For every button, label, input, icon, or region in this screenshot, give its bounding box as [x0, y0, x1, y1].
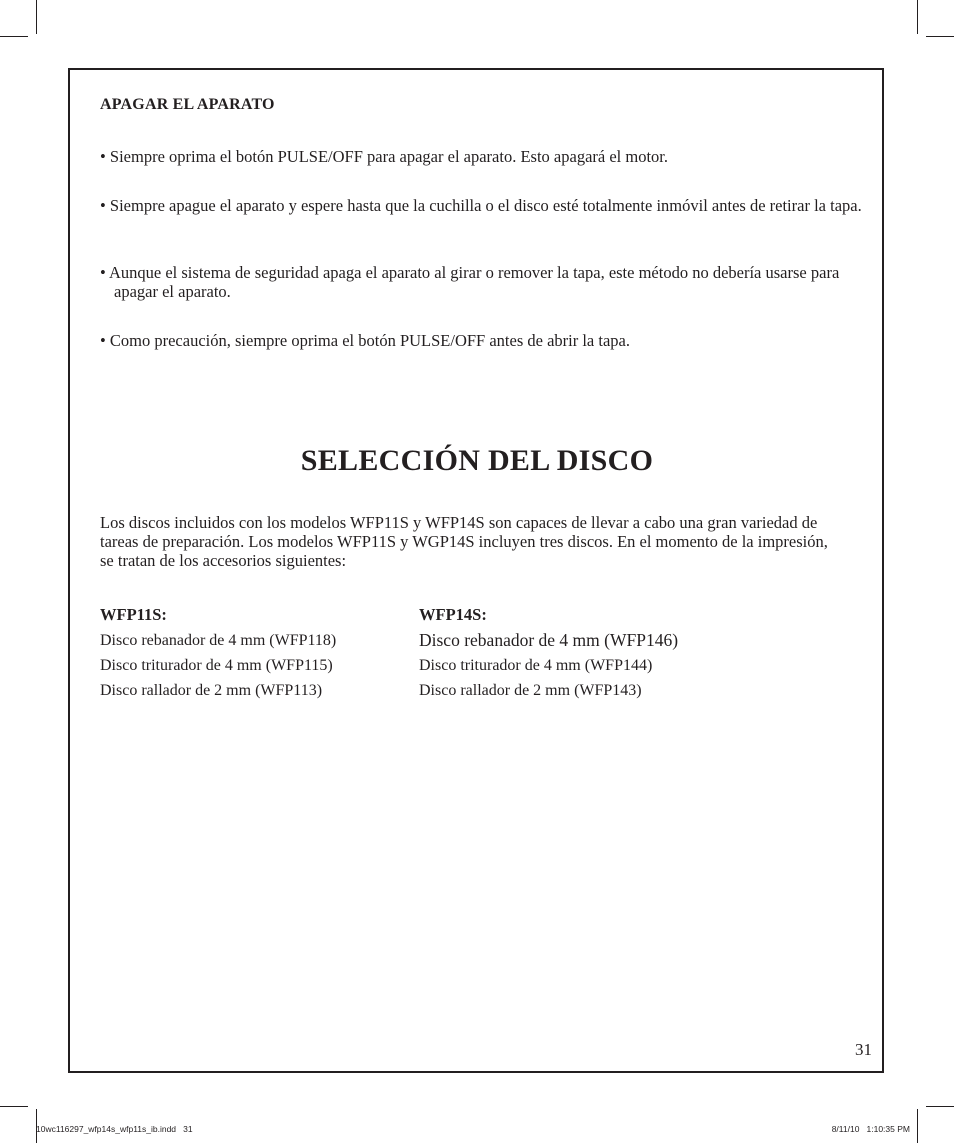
disc-item: Disco rallador de 2 mm (WFP143) [419, 682, 642, 699]
intro-paragraph: Los discos incluidos con los modelos WFP11S y WFP14S son capaces de llevar a cabo una gran variedad de tareas de preparación. Los modelos WFP11S y WGP14S incluyen tres discos. En el momento de la impresión, se tratan de los accesorios siguientes: [100, 513, 828, 570]
bullet-item: • Aunque el sistema de seguridad apaga el aparato al girar o remover la tapa, este método no debería usarse para apagar el aparato. [100, 263, 840, 301]
disc-item: Disco triturador de 4 mm (WFP115) [100, 657, 333, 674]
model-title: WFP11S: [100, 605, 167, 624]
page-title: SELECCIÓN DEL DISCO [300, 444, 654, 477]
crop-mark [0, 1106, 28, 1107]
crop-mark [0, 36, 28, 37]
crop-mark [36, 0, 37, 34]
bullet-item: • Siempre oprima el botón PULSE/OFF para apagar el aparato. Esto apagará el motor. [100, 147, 668, 166]
model-column-wfp14s [419, 604, 719, 703]
slug-file: 10wc116297_wfp14s_wfp11s_ib.indd 31 [36, 1124, 193, 1134]
slug-timestamp: 8/11/10 1:10:35 PM [831, 1124, 910, 1134]
disc-item: Disco rebanador de 4 mm (WFP146) [419, 630, 679, 650]
model-title: WFP14S: [419, 605, 487, 624]
bullet-item: • Siempre apague el aparato y espere hasta que la cuchilla o el disco esté totalmente inmóvil antes de retirar la tapa. [100, 196, 862, 215]
bullet-item: • Como precaución, siempre oprima el botón PULSE/OFF antes de abrir la tapa. [100, 331, 630, 350]
crop-mark [926, 36, 954, 37]
crop-mark [917, 1109, 918, 1143]
disc-item: Disco rebanador de 4 mm (WFP118) [100, 632, 337, 649]
crop-mark [926, 1106, 954, 1107]
crop-mark [917, 0, 918, 34]
disc-item: Disco rallador de 2 mm (WFP113) [100, 682, 323, 699]
disc-item: Disco triturador de 4 mm (WFP144) [419, 657, 653, 674]
model-column-wfp11s [100, 604, 400, 703]
page-frame [68, 68, 884, 1073]
page-number: 31 [855, 1040, 872, 1059]
section-heading: APAGAR EL APARATO [100, 96, 275, 113]
